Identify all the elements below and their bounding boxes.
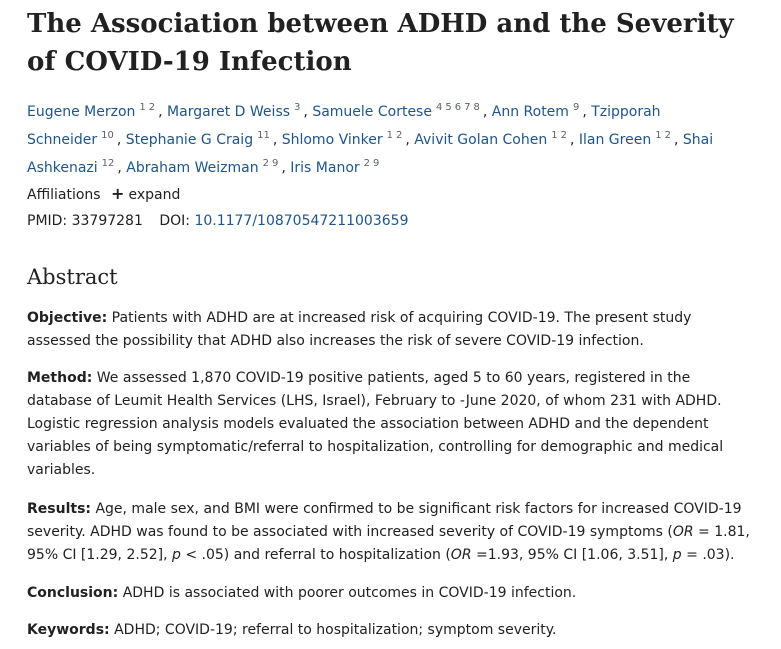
author-affiliation-numbers: [139, 102, 158, 113]
author-separator: ,: [673, 132, 683, 148]
affiliation-number[interactable]: 1: [655, 130, 662, 141]
author-affiliation-numbers: [573, 102, 582, 113]
objective-text: Patients with ADHD are at increased risk of acquiring COVID-19. The present study assessed the possibility that ADHD also increases the risk of severe COVID-19 infection.: [27, 310, 692, 349]
author-affiliation-numbers: [263, 158, 282, 169]
author-entry: [492, 104, 591, 120]
results-p-1: p: [172, 547, 181, 563]
abstract-results: [27, 498, 757, 567]
results-text-1: Age, male sex, and BMI were confirmed to be significant risk factors for increased COVID-19 severity. ADHD was found to be associated with increased severity of COVID-19 symptoms (: [27, 501, 742, 540]
plus-icon: +: [111, 184, 125, 203]
author-link[interactable]: Abraham Weizman: [126, 160, 259, 176]
abstract-objective: [27, 307, 757, 353]
author-affiliation-numbers: [436, 102, 483, 113]
results-or-2: OR: [450, 547, 472, 563]
author-affiliation-numbers: [551, 130, 570, 141]
pmid-label: PMID:: [27, 213, 68, 229]
conclusion-text: ADHD is associated with poorer outcomes in COVID-19 infection.: [118, 585, 577, 601]
author-affiliation-numbers: [387, 130, 406, 141]
conclusion-label: Conclusion:: [27, 585, 119, 601]
author-entry: [579, 132, 683, 148]
affiliation-number[interactable]: 1: [139, 102, 146, 113]
author-separator: ,: [116, 132, 126, 148]
affiliations-row: [27, 183, 180, 206]
affiliation-number[interactable]: 1: [386, 130, 393, 141]
abstract-heading: Abstract: [27, 265, 118, 289]
abstract-method: [27, 367, 757, 482]
author-entry: [290, 160, 382, 176]
affiliation-number[interactable]: 9: [572, 102, 580, 113]
results-text-3: < .05) and referral to hospitalization (: [180, 547, 451, 563]
author-separator: ,: [405, 132, 415, 148]
objective-label: Objective:: [27, 310, 108, 326]
author-affiliation-numbers: [102, 158, 118, 169]
author-link[interactable]: Margaret D Weiss: [167, 104, 291, 120]
author-separator: ,: [281, 160, 291, 176]
author-separator: ,: [117, 160, 127, 176]
doi-link[interactable]: 10.1177/10870547211003659: [194, 213, 409, 229]
author-affiliation-numbers: [257, 130, 273, 141]
abstract-conclusion: [27, 582, 757, 605]
results-label: Results:: [27, 501, 91, 517]
author-entry: [27, 104, 167, 120]
affiliation-number[interactable]: 9: [373, 158, 380, 169]
affiliation-number[interactable]: 5: [445, 102, 452, 113]
author-link[interactable]: Eugene Merzon: [27, 104, 136, 120]
affiliation-number[interactable]: 2: [395, 130, 403, 141]
affiliation-number[interactable]: 8: [473, 102, 480, 113]
authors-list: [27, 96, 757, 180]
author-link[interactable]: Shai Ashkenazi: [27, 132, 714, 176]
author-separator: ,: [569, 132, 579, 148]
affiliation-number[interactable]: 1: [551, 130, 558, 141]
affiliation-number[interactable]: 9: [271, 158, 279, 169]
keywords-text: ADHD; COVID-19; referral to hospitalization; symptom severity.: [109, 622, 557, 638]
affiliation-number[interactable]: 2: [262, 158, 269, 169]
author-entry: [167, 104, 312, 120]
method-text: We assessed 1,870 COVID-19 positive patients, aged 5 to 60 years, registered in the database of Leumit Health Services (LHS, Israel), February to -June 2020, of whom 231 with ADHD. Logistic regression analysis models evaluated the association between ADHD and the dependent variables of being symptomatic/referral to hospitalization, controlling for demographic and medical variables.: [27, 370, 724, 478]
pmid-value: 33797281: [71, 213, 143, 229]
author-link[interactable]: Iris Manor: [290, 160, 360, 176]
author-affiliation-numbers: [364, 158, 383, 169]
results-or-1: OR: [672, 524, 694, 540]
author-link[interactable]: Samuele Cortese: [312, 104, 432, 120]
affiliation-number[interactable]: 11: [257, 130, 270, 141]
affiliation-number[interactable]: 4: [435, 102, 443, 113]
author-link[interactable]: Ilan Green: [578, 132, 652, 148]
affiliation-number[interactable]: 2: [560, 130, 567, 141]
results-text-5: = .03).: [681, 547, 735, 563]
author-entry: [126, 160, 290, 176]
author-separator: ,: [582, 104, 592, 120]
author-entry: [312, 104, 491, 120]
affiliation-number[interactable]: 2: [148, 102, 156, 113]
author-affiliation-numbers: [294, 102, 303, 113]
affiliations-expand-button[interactable]: [111, 184, 181, 203]
author-affiliation-numbers: [655, 130, 674, 141]
article-title: The Association between ADHD and the Severity of COVID-19 Infection: [27, 9, 734, 77]
affiliations-label: Affiliations: [27, 187, 101, 203]
author-link[interactable]: Stephanie G Craig: [125, 132, 254, 148]
affiliation-number[interactable]: 2: [363, 158, 371, 169]
results-p-2: p: [672, 547, 682, 563]
method-label: Method:: [27, 370, 93, 386]
results-text-4: =1.93, 95% CI [1.06, 3.51],: [471, 547, 673, 563]
identifiers-row: [27, 210, 408, 232]
author-entry: [126, 132, 282, 148]
author-separator: ,: [482, 104, 492, 120]
author-link[interactable]: Tzipporah Schneider: [27, 104, 661, 148]
affiliation-number[interactable]: 2: [664, 130, 671, 141]
author-link[interactable]: Shlomo Vinker: [281, 132, 383, 148]
author-entry: [414, 132, 579, 148]
doi-label: DOI:: [159, 213, 190, 229]
author-affiliation-numbers: [101, 130, 117, 141]
results-text-2: = 1.81, 95% CI [1.29, 2.52],: [27, 524, 750, 563]
affiliation-number[interactable]: 12: [101, 158, 115, 169]
author-separator: ,: [158, 104, 168, 120]
expand-label: expand: [128, 187, 181, 203]
author-link[interactable]: Avivit Golan Cohen: [414, 132, 548, 148]
affiliation-number[interactable]: 6: [454, 102, 462, 113]
affiliation-number[interactable]: 7: [464, 102, 471, 113]
keywords-label: Keywords:: [27, 622, 110, 638]
author-link[interactable]: Ann Rotem: [491, 104, 569, 120]
author-entry: [282, 132, 415, 148]
affiliation-number[interactable]: 10: [101, 130, 114, 141]
author-separator: ,: [303, 104, 313, 120]
author-separator: ,: [272, 132, 282, 148]
affiliation-number[interactable]: 3: [294, 102, 301, 113]
abstract-keywords: [27, 619, 757, 642]
